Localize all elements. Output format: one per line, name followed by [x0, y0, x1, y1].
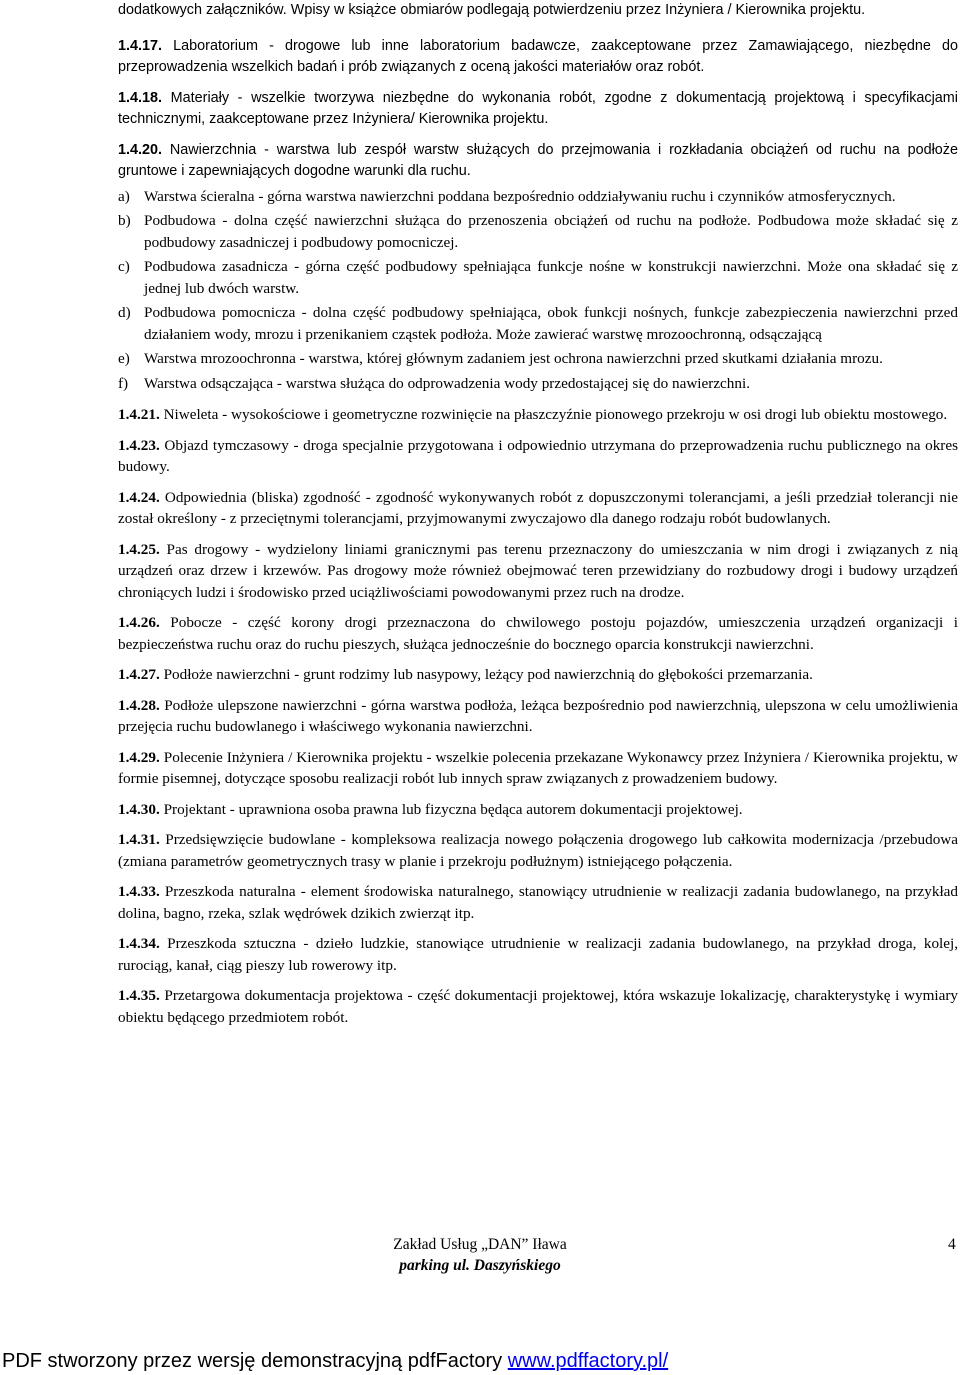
definition-1-4-33 [118, 881, 958, 924]
definition-number: 1.4.25. [118, 540, 160, 558]
sublist-item-a [118, 186, 958, 208]
sublist-text: Warstwa ścieralna - górna warstwa nawierzchni poddana bezpośrednio oddziaływaniu ruchu i czynników atmosferycznych. [144, 187, 896, 205]
sublist-text: Podbudowa zasadnicza - górna część podbudowy spełniająca funkcje nośne w konstrukcji nawierzchni. Może ona składać się z jednej lub dwóch warstw. [144, 258, 958, 297]
watermark-link[interactable]: www.pdffactory.pl/ [507, 1350, 669, 1372]
definition-number: 1.4.20. [118, 141, 163, 158]
sublist-text: Warstwa mrozoochronna - warstwa, której głównym zadaniem jest ochrona nawierzchni przed skutkami działania mrozu. [144, 350, 883, 367]
definition-1-4-27 [118, 664, 958, 686]
sublist-item-f [118, 373, 958, 395]
definition-number: 1.4.29. [118, 748, 160, 766]
definition-text: Laboratorium - drogowe lub inne laboratorium badawcze, zaakceptowane przez Zamawiającego, niezbędne do przeprowadzenia wszelkich badań i prób związanych z oceną jakości materiałów oraz robót. [118, 37, 959, 75]
definition-number: 1.4.26. [118, 614, 160, 631]
definition-text: Pobocze - część korony drogi przeznaczona do chwilowego postoju pojazdów, umieszczenia urządzeń organizacji i bezpieczeństwa ruchu oraz do ruchu pieszych, służąca jednocześnie do bocznego oparcia konstrukcji nawierzchni. [118, 614, 959, 653]
definition-number: 1.4.18. [118, 89, 163, 106]
definition-text: Odpowiednia (bliska) zgodność - zgodność wykonywanych robót z dopuszczonymi tolerancjami, a jeśli przedział tolerancji nie został określony - z przeciętnymi tolerancjami, przyjmowanymi zwyczajowo dla danego rodzaju robót budowlanych. [118, 488, 958, 527]
watermark-text: PDF stworzony przez wersję demonstracyjną pdfFactory [2, 1350, 508, 1372]
definition-1-4-28 [118, 695, 958, 738]
sublist-item-e [118, 348, 958, 370]
definition-number: 1.4.35. [118, 987, 160, 1004]
definition-1-4-24 [118, 487, 958, 530]
sublist-label: f) [118, 374, 129, 392]
definition-text: Przedsięwzięcie budowlane - kompleksowa realizacja nowego połączenia drogowego lub całkowita modernizacja /przebudowa (zmiana parametrów geometrycznych trasy w planie i przekroju podłużnym) istniejącego połączenia. [118, 831, 958, 870]
definition-text: Nawierzchnia - warstwa lub zespół warstw służących do przejmowania i rozkładania obciążeń od ruchu na podłoże gruntowe i zapewniających dogodne warunki dla ruchu. [118, 141, 958, 179]
footer-location: parking ul. Daszyńskiego [399, 1257, 561, 1274]
definition-1-4-31 [118, 829, 958, 872]
page-number: 4 [948, 1236, 956, 1253]
definition-number: 1.4.34. [118, 935, 160, 952]
definition-1-4-26 [118, 612, 958, 655]
sublist-label: c) [118, 258, 130, 275]
definition-number: 1.4.31. [118, 831, 160, 848]
page-footer [0, 1234, 960, 1276]
document-body [118, 0, 958, 1028]
definition-number: 1.4.24. [118, 488, 160, 506]
definition-number: 1.4.23. [118, 436, 160, 454]
definition-number: 1.4.21. [118, 406, 160, 423]
definition-text: Materiały - wszelkie tworzywa niezbędne do wykonania robót, zgodne z dokumentacją projektową i specyfikacjami technicznymi, zaakceptowane przez Inżyniera/ Kierownika projektu. [118, 89, 958, 127]
sublist-label: b) [118, 212, 131, 229]
definition-1-4-23 [118, 435, 958, 478]
pdf-watermark [2, 1348, 668, 1374]
sublist-item-d [118, 302, 958, 345]
definition-text: Przeszkoda naturalna - element środowiska naturalnego, stanowiący utrudnienie w realizacji zadania budowlanego, na przykład dolina, bagno, rzeka, szlak wędrówek dzikich zwierząt itp. [118, 883, 959, 922]
definition-text: Niweleta - wysokościowe i geometryczne rozwinięcie na płaszczyźnie pionowego przekroju w osi drogi lub obiektu mostowego. [163, 406, 948, 423]
definition-text: Przetargowa dokumentacja projektowa - część dokumentacji projektowej, która wskazuje lokalizację, charakterystykę i wymiary obiektu będącego przedmiotem robót. [118, 987, 958, 1026]
definition-1-4-30 [118, 799, 958, 821]
definition-1-4-34 [118, 933, 958, 976]
definition-1-4-20 [118, 140, 958, 183]
sublist-text: Warstwa odsączająca - warstwa służąca do odprowadzenia wody przedostającej się do nawierzchni. [144, 374, 751, 392]
definition-text: Podłoże nawierzchni - grunt rodzimy lub nasypowy, leżący pod nawierzchnią do głębokości przemarzania. [163, 666, 813, 683]
intro-paragraph: dodatkowych załączników. Wpisy w książce obmiarów podlegają potwierdzeniu przez Inżyniera / Kierownika projektu. [118, 2, 866, 18]
definition-1-4-35 [118, 985, 958, 1028]
sublist-text: Podbudowa - dolna część nawierzchni służąca do przenoszenia obciążeń od ruchu na podłoże. Podbudowa może składać się z podbudowy zasadniczej i podbudowy pomocniczej. [144, 212, 958, 251]
definition-text: Przeszkoda sztuczna - dzieło ludzkie, stanowiące utrudnienie w realizacji zadania budowlanego, na przykład droga, kolej, rurociąg, kanał, ciąg pieszy lub rowerowy itp. [118, 935, 959, 974]
definition-1-4-21 [118, 404, 958, 426]
definition-number: 1.4.30. [118, 800, 160, 818]
definition-number: 1.4.27. [118, 666, 160, 683]
footer-company: Zakład Usług „DAN” Iława [393, 1236, 567, 1253]
definition-text: Projektant - uprawniona osoba prawna lub fizyczna będąca autorem dokumentacji projektowej. [163, 800, 743, 818]
definition-number: 1.4.17. [118, 37, 163, 54]
definition-1-4-25 [118, 539, 958, 604]
definition-1-4-29 [118, 747, 958, 790]
definition-text: Pas drogowy - wydzielony liniami granicznymi pas terenu przeznaczony do umieszczania w nim drogi i związanych z nią urządzeń oraz drzew i krzewów. Pas drogowy może również obejmować teren przewidziany do rozbudowy drogi i budowy urządzeń chroniących ludzi i środowisko przed uciążliwościami powodowanymi przez ruch na drodze. [118, 540, 959, 601]
definition-number: 1.4.28. [118, 696, 160, 714]
sublist-label: a) [118, 187, 130, 205]
sublist-label: d) [118, 304, 131, 321]
definition-1-4-17 [118, 36, 958, 79]
definition-1-4-18 [118, 88, 958, 131]
sublist-text: Podbudowa pomocnicza - dolna część podbudowy spełniająca, obok funkcji nośnych, funkcje zabezpieczenia nawierzchni przed działaniem wody, mrozu i przenikaniem cząstek podłoża. Może zawierać warstwę mrozoochronną, odsączającą [144, 304, 958, 343]
sublist-item-b [118, 210, 958, 253]
definition-number: 1.4.33. [118, 883, 160, 900]
definition-text: Objazd tymczasowy - droga specjalnie przygotowana i odpowiednio utrzymana do przeprowadzenia ruchu publicznego na okres budowy. [118, 436, 959, 475]
sublist-item-c [118, 256, 958, 299]
definition-text: Polecenie Inżyniera / Kierownika projektu - wszelkie polecenia przekazane Wykonawcy przez Inżyniera / Kierownika projektu, w formie pisemnej, dotyczące sposobu realizacji robót lub innych spraw związanych z prowadzeniem budowy. [118, 748, 959, 787]
sublist-label: e) [118, 350, 130, 367]
definition-text: Podłoże ulepszone nawierzchni - górna warstwa podłoża, leżąca bezpośrednio pod nawierzchnią, ulepszona w celu umożliwienia przejęcia ruchu budowlanego i właściwego wykonania nawierzchni. [118, 696, 958, 735]
